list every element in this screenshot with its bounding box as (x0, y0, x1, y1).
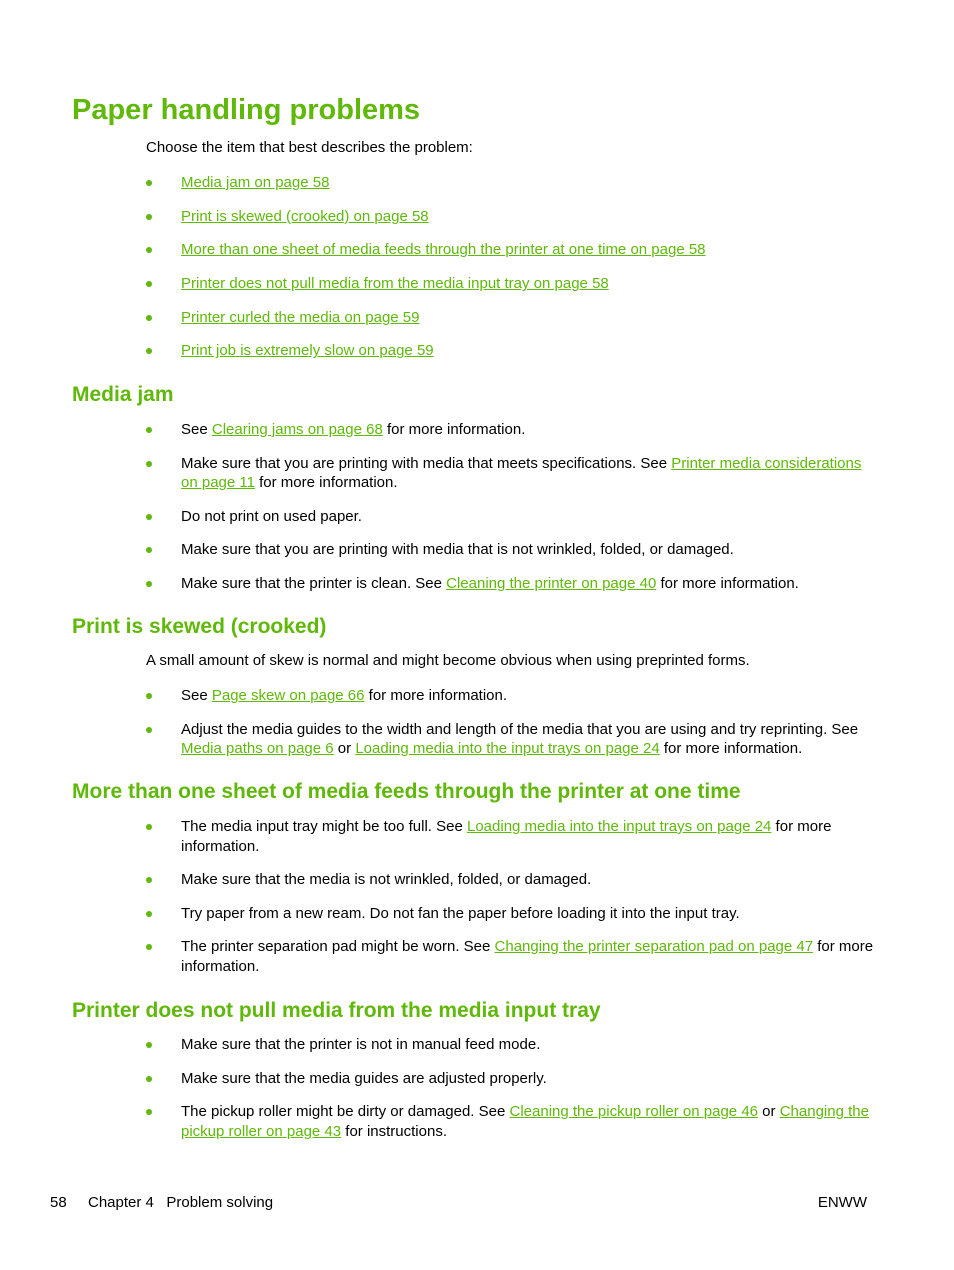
list-item: The pickup roller might be dirty or damaged. See Cleaning the pickup roller on page 46 or Changing the pickup roller on page 43 for instructions. (146, 1102, 876, 1141)
link-cleaning-printer[interactable]: Cleaning the printer on page 40 (446, 574, 657, 592)
list-item: Make sure that the printer is clean. See Cleaning the printer on page 40 for more information. (146, 574, 876, 594)
list-item: Make sure that you are printing with media that meets specifications. See Printer media considerations on page 11 for more information. (146, 454, 876, 493)
link-clearing-jams[interactable]: Clearing jams on page 68 (211, 421, 383, 438)
link-changing-pickup-roller[interactable]: Changing the pickup roller on page 43 (181, 1103, 869, 1140)
toc-list (146, 173, 876, 375)
list-item: Do not print on used paper. (146, 507, 876, 527)
link-separation-pad[interactable]: Changing the printer separation pad on page 47 (494, 938, 814, 955)
skewed-list (146, 686, 876, 773)
list-item: Adjust the media guides to the width and length of the media that you are using and try reprinting. See Media paths on page 6 or Loading media into the input trays on page 24 for more information. (146, 720, 876, 759)
list-item: Try paper from a new ream. Do not fan the paper before loading it into the input tray. (146, 904, 876, 924)
list-item: Make sure that you are printing with media that is not wrinkled, folded, or damaged. (146, 540, 876, 560)
list-item: Make sure that the printer is not in manual feed mode. (146, 1035, 876, 1055)
link-cleaning-pickup-roller[interactable]: Cleaning the pickup roller on page 46 (509, 1103, 759, 1120)
list-item: The media input tray might be too full. See Loading media into the input trays on page 24 for more information. (146, 817, 876, 856)
intro-text: Choose the item that best describes the problem: (146, 139, 473, 156)
heading-skewed: Print is skewed (crooked) (72, 615, 327, 638)
footer-page-number: 58 (50, 1194, 67, 1211)
no-pull-list (146, 1035, 876, 1155)
link-printer-media-considerations[interactable]: Printer media considerations on page 11 (181, 454, 862, 491)
list-item (146, 274, 876, 294)
list-item (146, 207, 876, 227)
heading-media-jam: Media jam (72, 383, 174, 406)
list-item: Make sure that the media is not wrinkled, folded, or damaged. (146, 870, 876, 890)
link-loading-media[interactable]: Loading media into the input trays on page 24 (355, 740, 660, 757)
list-item: Make sure that the media guides are adjusted properly. (146, 1069, 876, 1089)
toc-link-media-jam[interactable]: Media jam on page 58 (181, 174, 330, 191)
page-title: Paper handling problems (72, 94, 421, 126)
list-item (146, 341, 876, 361)
multi-feed-list (146, 817, 876, 990)
skewed-paragraph: A small amount of skew is normal and might become obvious when using preprinted forms. (146, 652, 750, 669)
heading-no-pull: Printer does not pull media from the media input tray (72, 999, 601, 1022)
list-item: The printer separation pad might be worn. See Changing the printer separation pad on page 47 for more information. (146, 937, 876, 976)
list-item: See Clearing jams on page 68 for more information. (146, 420, 876, 440)
toc-link-slow[interactable]: Print job is extremely slow on page 59 (181, 342, 434, 360)
footer-code: ENWW (817, 1194, 867, 1211)
media-jam-list (146, 420, 876, 607)
list-item (146, 240, 876, 260)
list-item (146, 173, 876, 193)
list-item (146, 308, 876, 328)
link-page-skew[interactable]: Page skew on page 66 (211, 687, 365, 704)
link-loading-media[interactable]: Loading media into the input trays on page 24 (467, 818, 772, 835)
list-item: See Page skew on page 66 for more information. (146, 686, 876, 706)
toc-link-multi-feed[interactable]: More than one sheet of media feeds through the printer at one time on page 58 (181, 241, 706, 259)
toc-link-skewed[interactable]: Print is skewed (crooked) on page 58 (181, 207, 429, 225)
heading-multi-feed: More than one sheet of media feeds through the printer at one time (72, 780, 741, 803)
toc-link-no-pull[interactable]: Printer does not pull media from the media input tray on page 58 (181, 275, 609, 293)
footer-chapter: Chapter 4 Problem solving (88, 1194, 274, 1211)
toc-link-curled[interactable]: Printer curled the media on page 59 (181, 308, 420, 326)
link-media-paths[interactable]: Media paths on page 6 (181, 740, 334, 757)
